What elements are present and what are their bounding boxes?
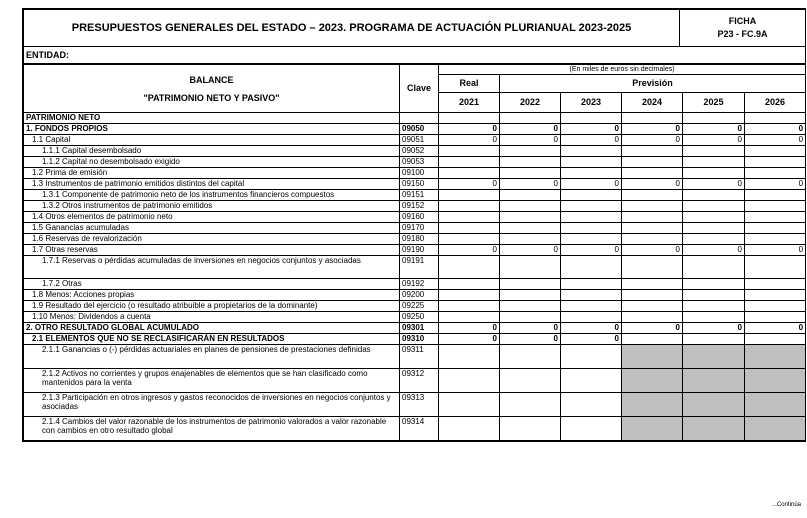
row-label: 1.2 Prima de emisión [24, 168, 400, 179]
value-cell: 0 [500, 334, 561, 345]
table-row [24, 157, 806, 168]
value-cell [683, 190, 745, 201]
value-cell [622, 146, 683, 157]
value-cell [622, 234, 683, 245]
row-clave: 09200 [400, 290, 439, 301]
value-cell [745, 113, 806, 124]
balance-table [23, 64, 806, 441]
value-cell [745, 256, 806, 279]
value-cell [622, 157, 683, 168]
year-header: 2024 [622, 93, 683, 113]
value-cell [561, 312, 622, 323]
value-cell [745, 369, 806, 393]
year-header: 2025 [683, 93, 745, 113]
value-cell [745, 301, 806, 312]
table-row [24, 168, 806, 179]
value-cell [745, 212, 806, 223]
value-cell [439, 301, 500, 312]
ficha-label: FICHA [728, 16, 757, 26]
row-clave: 09150 [400, 179, 439, 190]
table-row [24, 279, 806, 290]
value-cell [683, 234, 745, 245]
value-cell [745, 223, 806, 234]
value-cell [439, 146, 500, 157]
value-cell [561, 212, 622, 223]
row-label: 2.1.2 Activos no corrientes y grupos enajenables de elementos que se han clasificado como mantenidos para la venta [24, 369, 400, 393]
table-row [24, 245, 806, 256]
value-cell [500, 312, 561, 323]
row-label: 1.3.1 Componente de patrimonio neto de los instrumentos financieros compuestos [24, 190, 400, 201]
value-cell [683, 417, 745, 441]
row-label: 1.7.2 Otras [24, 279, 400, 290]
value-cell: 0 [683, 135, 745, 146]
table-row [24, 334, 806, 345]
value-cell: 0 [439, 179, 500, 190]
value-cell [683, 212, 745, 223]
value-cell [561, 369, 622, 393]
value-cell [683, 256, 745, 279]
row-clave: 09052 [400, 146, 439, 157]
value-cell [683, 146, 745, 157]
value-cell [683, 369, 745, 393]
value-cell [500, 290, 561, 301]
value-cell [439, 157, 500, 168]
value-cell: 0 [439, 124, 500, 135]
value-cell: 0 [683, 179, 745, 190]
row-label: 1. FONDOS PROPIOS [24, 124, 400, 135]
value-cell [500, 369, 561, 393]
table-row [24, 146, 806, 157]
row-label: 1.3.2 Otros instrumentos de patrimonio emitidos [24, 201, 400, 212]
value-cell [622, 393, 683, 417]
prevision-header: Previsión [500, 75, 806, 93]
value-cell: 0 [622, 124, 683, 135]
value-cell [622, 417, 683, 441]
value-cell [745, 190, 806, 201]
value-cell: 0 [439, 135, 500, 146]
value-cell: 0 [500, 323, 561, 334]
row-clave: 09100 [400, 168, 439, 179]
value-cell [622, 345, 683, 369]
value-cell [439, 234, 500, 245]
value-cell [683, 113, 745, 124]
value-cell [439, 201, 500, 212]
balance-label: BALANCE [189, 74, 234, 85]
value-cell [500, 146, 561, 157]
table-row [24, 393, 806, 417]
value-cell: 0 [745, 135, 806, 146]
row-clave: 09301 [400, 323, 439, 334]
value-cell: 0 [561, 179, 622, 190]
table-row [24, 417, 806, 441]
value-cell [745, 146, 806, 157]
year-header: 2022 [500, 93, 561, 113]
row-label: 2.1 ELEMENTOS QUE NO SE RECLASIFICARÁN EN RESULTADOS [24, 334, 400, 345]
value-cell [622, 312, 683, 323]
row-label: 1.10 Menos: Dividendos a cuenta [24, 312, 400, 323]
row-clave: 09160 [400, 212, 439, 223]
value-cell [561, 190, 622, 201]
value-cell [622, 168, 683, 179]
ficha-box [680, 10, 806, 47]
table-row [24, 223, 806, 234]
row-clave: 09314 [400, 417, 439, 441]
form-frame [22, 8, 806, 442]
value-cell [683, 223, 745, 234]
value-cell [683, 301, 745, 312]
table-row [24, 234, 806, 245]
row-label: 1.9 Resultado del ejercicio (o resultado atribuible a propietarios de la dominante) [24, 301, 400, 312]
value-cell [622, 223, 683, 234]
row-label: PATRIMONIO NETO [24, 113, 400, 124]
table-row [24, 312, 806, 323]
value-cell [745, 290, 806, 301]
row-label: 1.1 Capital [24, 135, 400, 146]
row-label: 1.7.1 Reservas o pérdidas acumuladas de inversiones en negocios conjuntos y asociadas [24, 256, 400, 279]
value-cell: 0 [439, 323, 500, 334]
row-clave: 09225 [400, 301, 439, 312]
value-cell [745, 393, 806, 417]
table-row [24, 113, 806, 124]
value-cell: 0 [439, 334, 500, 345]
table-row [24, 124, 806, 135]
balance-subtitle: "PATRIMONIO NETO Y PASIVO" [143, 92, 280, 103]
value-cell [500, 256, 561, 279]
value-cell [683, 290, 745, 301]
value-cell: 0 [745, 179, 806, 190]
value-cell [622, 369, 683, 393]
value-cell [745, 279, 806, 290]
row-label: 1.7 Otras reservas [24, 245, 400, 256]
value-cell [561, 113, 622, 124]
row-label: 1.1.2 Capital no desembolsado exigido [24, 157, 400, 168]
continues-note: ...Continúa [771, 502, 801, 508]
value-cell [561, 393, 622, 417]
value-cell [745, 157, 806, 168]
ficha-code: P23 - FC.9A [717, 29, 768, 39]
row-clave: 09190 [400, 245, 439, 256]
row-clave: 09191 [400, 256, 439, 279]
value-cell [561, 417, 622, 441]
row-clave: 09152 [400, 201, 439, 212]
year-header: 2023 [561, 93, 622, 113]
value-cell [745, 201, 806, 212]
table-row [24, 179, 806, 190]
balance-header [24, 65, 400, 113]
row-clave: 09050 [400, 124, 439, 135]
table-row [24, 290, 806, 301]
value-cell [500, 157, 561, 168]
row-clave: 09310 [400, 334, 439, 345]
table-row [24, 301, 806, 312]
value-cell [439, 290, 500, 301]
value-cell [500, 223, 561, 234]
row-label: 1.4 Otros elementos de patrimonio neto [24, 212, 400, 223]
value-cell: 0 [439, 245, 500, 256]
value-cell: 0 [561, 135, 622, 146]
value-cell [439, 168, 500, 179]
row-clave: 09192 [400, 279, 439, 290]
value-cell [500, 113, 561, 124]
value-cell [622, 279, 683, 290]
value-cell [561, 157, 622, 168]
value-cell [622, 301, 683, 312]
table-row [24, 190, 806, 201]
value-cell [439, 212, 500, 223]
row-clave: 09051 [400, 135, 439, 146]
row-clave: 09312 [400, 369, 439, 393]
value-cell [561, 290, 622, 301]
row-clave: 09170 [400, 223, 439, 234]
value-cell [439, 223, 500, 234]
table-row [24, 323, 806, 334]
row-clave: 09313 [400, 393, 439, 417]
header-table [23, 9, 806, 64]
value-cell [622, 256, 683, 279]
value-cell [561, 201, 622, 212]
value-cell [500, 345, 561, 369]
value-cell [561, 146, 622, 157]
value-cell: 0 [622, 179, 683, 190]
table-row [24, 256, 806, 279]
value-cell [622, 334, 683, 345]
value-cell: 0 [500, 135, 561, 146]
value-cell: 0 [683, 323, 745, 334]
value-cell [439, 345, 500, 369]
value-cell [683, 345, 745, 369]
value-cell [745, 334, 806, 345]
value-cell [683, 279, 745, 290]
value-cell [561, 345, 622, 369]
value-cell [500, 168, 561, 179]
value-cell: 0 [622, 135, 683, 146]
row-clave: 09250 [400, 312, 439, 323]
value-cell: 0 [500, 179, 561, 190]
value-cell [439, 417, 500, 441]
clave-header: Clave [400, 65, 439, 113]
value-cell [439, 190, 500, 201]
value-cell [622, 190, 683, 201]
value-cell [745, 312, 806, 323]
value-cell: 0 [683, 245, 745, 256]
value-cell [500, 212, 561, 223]
year-header: 2026 [745, 93, 806, 113]
row-label: 2.1.4 Cambios del valor razonable de los instrumentos de patrimonio valorados a valor razonable con cambios en otro resultado global [24, 417, 400, 441]
value-cell: 0 [561, 124, 622, 135]
value-cell: 0 [622, 323, 683, 334]
row-label: 2.1.1 Ganancias o (-) pérdidas actuariales en planes de pensiones de prestaciones definidas [24, 345, 400, 369]
value-cell: 0 [745, 245, 806, 256]
value-cell: 0 [500, 124, 561, 135]
value-cell [439, 312, 500, 323]
row-label: 1.6 Reservas de revalorización [24, 234, 400, 245]
value-cell [683, 393, 745, 417]
value-cell [745, 234, 806, 245]
value-cell [561, 279, 622, 290]
value-cell [439, 279, 500, 290]
value-cell: 0 [500, 245, 561, 256]
value-cell [622, 290, 683, 301]
units-note: (En miles de euros sin decimales) [439, 65, 806, 75]
row-label: 1.8 Menos: Acciones propias [24, 290, 400, 301]
value-cell: 0 [561, 323, 622, 334]
value-cell [500, 279, 561, 290]
row-clave: 09311 [400, 345, 439, 369]
value-cell [439, 393, 500, 417]
value-cell [622, 201, 683, 212]
row-clave [400, 113, 439, 124]
value-cell [561, 301, 622, 312]
value-cell: 0 [745, 323, 806, 334]
value-cell [439, 113, 500, 124]
table-row [24, 345, 806, 369]
table-row [24, 369, 806, 393]
value-cell: 0 [561, 334, 622, 345]
value-cell [500, 201, 561, 212]
value-cell [500, 234, 561, 245]
table-row [24, 212, 806, 223]
value-cell [745, 417, 806, 441]
row-label: 1.1.1 Capital desembolsado [24, 146, 400, 157]
row-label: 2. OTRO RESULTADO GLOBAL ACUMULADO [24, 323, 400, 334]
row-clave: 09180 [400, 234, 439, 245]
balance-rows [24, 113, 806, 441]
table-row [24, 135, 806, 146]
year-header: 2021 [439, 93, 500, 113]
value-cell [500, 301, 561, 312]
value-cell: 0 [622, 245, 683, 256]
value-cell [561, 234, 622, 245]
value-cell [683, 334, 745, 345]
value-cell: 0 [683, 124, 745, 135]
value-cell [561, 168, 622, 179]
value-cell [683, 157, 745, 168]
value-cell [439, 256, 500, 279]
real-header: Real [439, 75, 500, 93]
value-cell [439, 369, 500, 393]
value-cell [622, 113, 683, 124]
value-cell [745, 168, 806, 179]
value-cell [683, 168, 745, 179]
value-cell [622, 212, 683, 223]
row-clave: 09053 [400, 157, 439, 168]
value-cell [561, 256, 622, 279]
value-cell [500, 393, 561, 417]
value-cell [561, 223, 622, 234]
entidad-label: ENTIDAD: [24, 47, 806, 64]
value-cell: 0 [745, 124, 806, 135]
form-title: PRESUPUESTOS GENERALES DEL ESTADO – 2023. PROGRAMA DE ACTUACIÓN PLURIANUAL 2023-2025 [24, 10, 680, 47]
value-cell [683, 312, 745, 323]
table-row [24, 201, 806, 212]
row-label: 2.1.3 Participación en otros ingresos y gastos reconocidos de inversiones en negocios conjuntos y asociadas [24, 393, 400, 417]
row-label: 1.5 Ganancias acumuladas [24, 223, 400, 234]
value-cell: 0 [561, 245, 622, 256]
row-clave: 09151 [400, 190, 439, 201]
value-cell [683, 201, 745, 212]
row-label: 1.3 Instrumentos de patrimonio emitidos distintos del capital [24, 179, 400, 190]
value-cell [500, 190, 561, 201]
value-cell [500, 417, 561, 441]
value-cell [745, 345, 806, 369]
